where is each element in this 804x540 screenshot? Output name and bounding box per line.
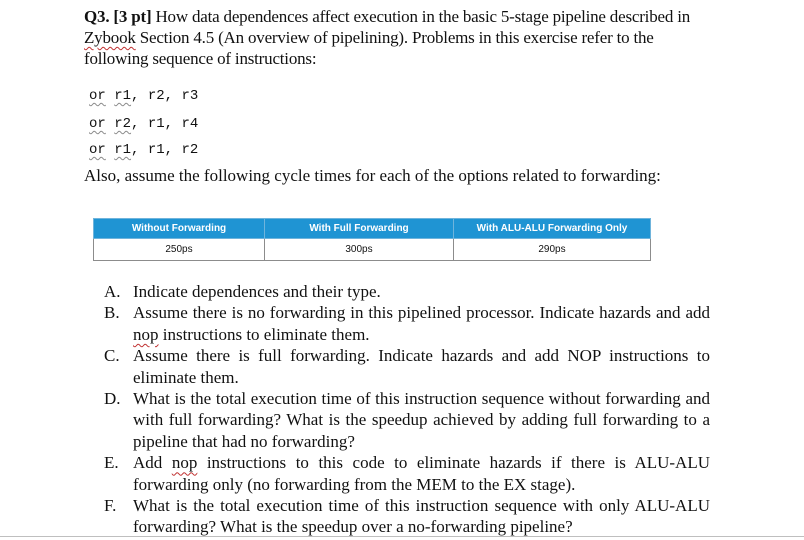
table-header-row	[94, 219, 651, 239]
instruction-line-3	[89, 141, 198, 159]
cycle-time-table	[93, 218, 651, 261]
item-text: Assume there is full forwarding. Indicate hazards and add NOP instructions to eliminate them.	[133, 346, 710, 387]
item-label: B.	[104, 303, 120, 323]
item-text: What is the total execution time of this instruction sequence without forwarding and with full forwarding? What is the speedup achieved by adding full forwarding to a pipeline that had no forwarding?	[133, 389, 710, 451]
bottom-divider	[0, 536, 804, 537]
question-item-c	[104, 345, 710, 388]
instruction-line-2	[89, 115, 198, 133]
item-label: E.	[104, 453, 119, 473]
nop-term: nop	[133, 324, 159, 344]
instruction-dest: r2	[114, 116, 132, 132]
instruction-opcode: or	[89, 116, 106, 132]
forwarding-intro: Also, assume the following cycle times for each of the options related to forwarding:	[84, 166, 661, 185]
value-without-forwarding: 250ps	[94, 239, 265, 261]
instruction-operands: , r1, r2	[131, 142, 199, 158]
question-title	[84, 6, 704, 69]
question-item-a	[104, 281, 710, 302]
question-text-after-link: Section 4.5 (An overview of pipelining). Problems in this exercise refer to the following sequence of instructions:	[84, 28, 654, 68]
nop-term: nop	[171, 453, 198, 473]
value-full-forwarding: 300ps	[265, 239, 454, 261]
instruction-opcode: or	[89, 88, 106, 104]
question-item-b	[104, 302, 710, 345]
item-text: What is the total execution time of this instruction sequence with only ALU-ALU forwarding? What is the speedup over a no-forwarding pipeline?	[133, 496, 710, 537]
instruction-line-1	[89, 87, 198, 105]
item-label: A.	[104, 282, 121, 301]
question-item-d	[104, 388, 710, 452]
item-text: instructions to eliminate them.	[158, 324, 370, 344]
item-text: Add	[133, 453, 172, 473]
question-item-f	[104, 495, 710, 538]
instruction-operands: , r1, r4	[131, 116, 199, 132]
question-list	[104, 281, 710, 538]
item-text: Assume there is no forwarding in this pipelined processor. Indicate hazards and add	[133, 303, 710, 323]
value-alu-alu-forwarding: 290ps	[454, 239, 651, 261]
instruction-dest: r1	[114, 142, 132, 158]
item-text: Indicate dependences and their type.	[133, 282, 381, 301]
header-full-forwarding: With Full Forwarding	[265, 219, 454, 239]
instruction-operands: , r2, r3	[131, 88, 199, 104]
instruction-opcode: or	[89, 142, 106, 158]
item-label: C.	[104, 346, 120, 366]
question-text-before-link: How data dependences affect execution in the basic 5-stage pipeline described in	[151, 7, 691, 26]
item-label: D.	[104, 389, 121, 409]
header-without-forwarding: Without Forwarding	[94, 219, 265, 239]
zybook-link[interactable]: Zybook	[84, 28, 136, 47]
question-number: Q3. [3 pt]	[84, 7, 152, 26]
item-text: instructions to this code to eliminate hazards if there is ALU-ALU forwarding only (no forwarding from the MEM to the EX stage).	[133, 453, 710, 494]
table-row	[94, 239, 651, 261]
instruction-dest: r1	[114, 88, 132, 104]
item-label: F.	[104, 496, 117, 516]
header-alu-alu-forwarding: With ALU-ALU Forwarding Only	[454, 219, 651, 239]
question-item-e	[104, 452, 710, 495]
